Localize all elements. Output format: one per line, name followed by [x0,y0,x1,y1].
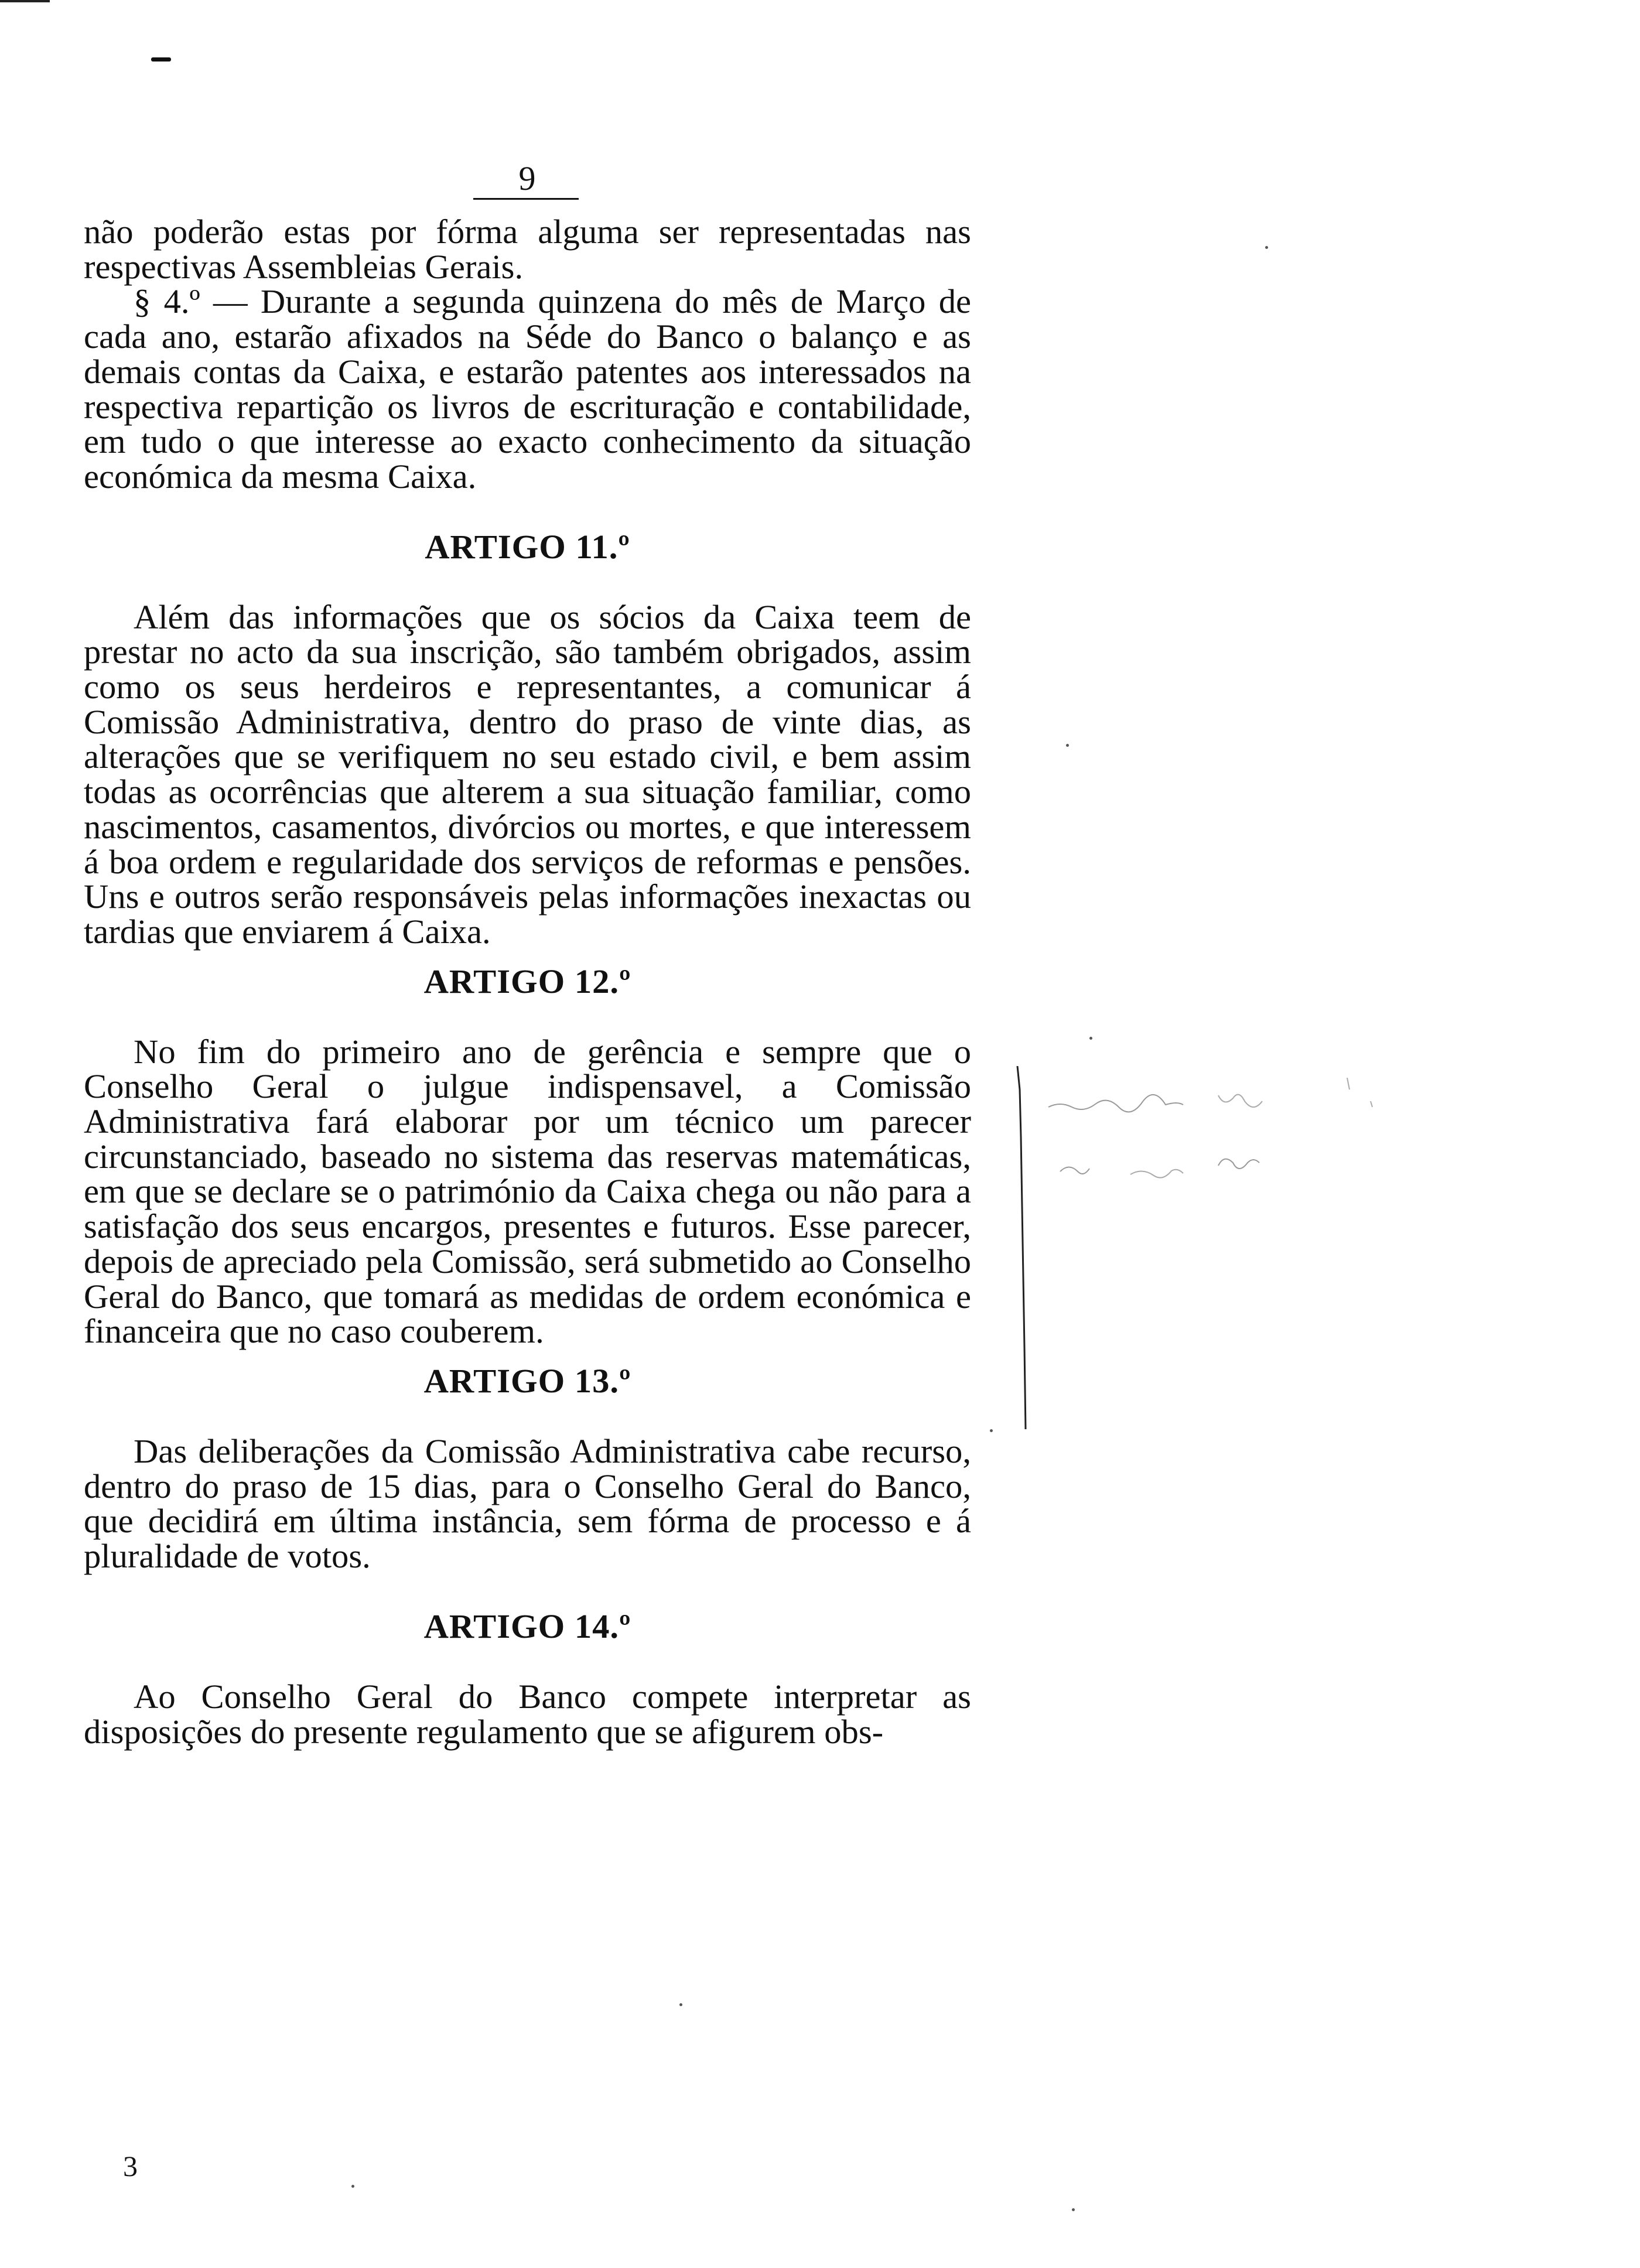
article-14-heading: ARTIGO 14.º [423,1607,631,1645]
page-number: 9 [518,159,536,197]
article-11-text: Além das informações que os sócios da Caixa teem de prestar no acto da sua inscrição, são também obrigados, assim como os seus herdeiros e representantes, a comunicar á Comissão Administrativa, dentro do praso de vinte dias, as alterações que se verifiquem no seu estado civil, e bem assim todas as ocorrências que alterem a sua situação familiar, como nascimentos, casamentos, divórcios ou mortes, e que interessem á boa ordem e regularidade dos serviços de reformas e pensões. Uns e outros serão responsáveis pelas informações inexactas ou tardias que enviarem á Caixa. [84,597,971,951]
paragraph-4: § 4.º — Durante a segunda quinzena do mês de Março de cada ano, estarão afixados na Séde do Banco o balanço e as demais contas da Caixa, e estarão patentes aos interessados na respectiva repartição os livros de escrituração e contabilidade, em tudo o que interesse ao exacto conhecimento da situação económica da mesma Caixa. [84,282,971,496]
scan-speck [1265,246,1268,249]
scan-speck [679,2003,682,2006]
article-12-text: No fim do primeiro ano de gerência e sempre que o Conselho Geral o julgue indispensavel, a Comissão Administrativa fará elaborar por um técnico um parecer circunstanciado, baseado no sistema das reservas matemáticas, em que se declare se o património da Caixa chega ou não para a satisfação dos seus encargos, presentes e futuros. Esse parecer, depois de apreciado pela Comissão, será submetido ao Conselho Geral do Banco, que tomará as medidas de ordem económica e financeira que no caso couberem. [84,1032,971,1351]
article-13-heading: ARTIGO 13.º [423,1361,631,1400]
page-number-rule [473,198,579,200]
scan-speck [1072,2208,1075,2211]
intro-line: não poderão estas por fórma alguma ser representadas nas respectivas Assembleias Gerais. [84,213,971,286]
scan-edge-mark [0,0,50,2]
page-body [84,214,971,1749]
scan-speck [1089,1037,1092,1040]
scan-speck [990,1429,993,1432]
margin-bracket-mark [1016,1066,1029,1429]
footer-signature-number: 3 [123,2150,138,2182]
margin-handwriting-mark [1043,1072,1417,1212]
article-13-text: Das deliberações da Comissão Administrativa cabe recurso, dentro do praso de 15 dias, para o Conselho Geral do Banco, que decidirá em última instância, sem fórma de processo e á pluralidade de votos. [84,1432,971,1576]
scan-dash-mark [151,57,171,62]
scan-speck [351,2185,354,2188]
article-12-heading: ARTIGO 12.º [423,962,631,1000]
article-11-heading: ARTIGO 11.º [425,527,630,566]
scan-speck [1066,744,1069,747]
article-14-text: Ao Conselho Geral do Banco compete interpretar as disposições do presente regulamento que se afigurem obs- [84,1677,971,1751]
